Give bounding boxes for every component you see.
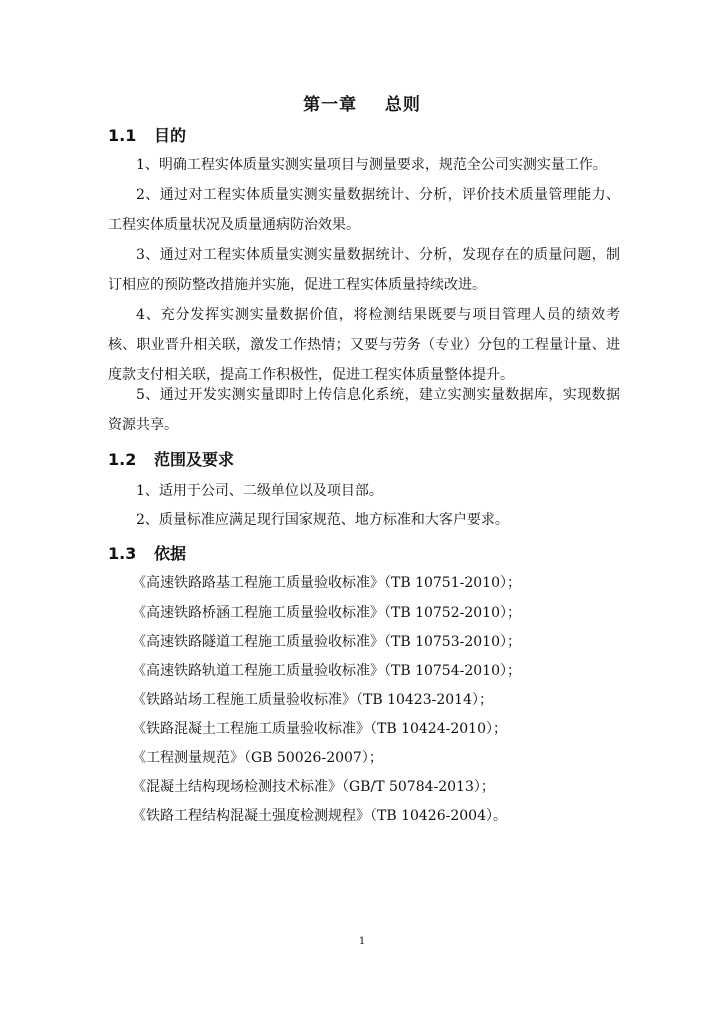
paragraph: 1、适用于公司、二级单位以及项目部。 [136,483,383,499]
page-number: 1 [358,936,366,947]
paragraph: 5、通过开发实测实量即时上传信息化系统，建立实测实量数据库，实现数据资源共享。 [108,387,620,433]
section-number: 1.3 [108,544,137,563]
reference-item: 《混凝土结构现场检测技术标准》（GB/T 50784-2013）； [132,779,495,795]
section-heading-1-1 [108,123,186,146]
reference-item: 《铁路站场工程施工质量验收标准》（TB 10423-2014）； [132,692,493,708]
section-number: 1.2 [108,450,137,469]
section-title: 目的 [154,126,187,145]
reference-item: 《铁路混凝土工程施工质量验收标准》（TB 10424-2010）； [132,721,507,737]
section-number: 1.1 [108,126,137,145]
reference-item: 《高速铁路隧道工程施工质量验收标准》（TB 10753-2010）； [132,634,521,650]
paragraph: 1、明确工程实体质量实测实量项目与测量要求，规范全公司实测实量工作。 [136,157,607,173]
reference-item: 《高速铁路轨道工程施工质量验收标准》（TB 10754-2010）； [132,663,521,679]
paragraph: 3、通过对工程实体质量实测实量数据统计、分析，发现存在的质量问题，制订相应的预防整改措施并实施，促进工程实体质量持续改进。 [108,247,620,293]
paragraph: 2、通过对工程实体质量实测实量数据统计、分析，评价技术质量管理能力、工程实体质量状况及质量通病防治效果。 [108,187,620,233]
reference-item: 《铁路工程结构混凝土强度检测规程》（TB 10426-2004）。 [132,808,507,824]
section-heading-1-2 [108,447,234,470]
chapter-title: 第一章 总则 [303,95,421,115]
paragraph: 2、质量标准应满足现行国家规范、地方标准和大客户要求。 [136,512,509,528]
reference-item: 《高速铁路桥涵工程施工质量验收标准》（TB 10752-2010）； [132,605,521,621]
section-heading-1-3 [108,541,186,564]
reference-item: 《工程测量规范》（GB 50026-2007）； [132,750,383,766]
reference-item: 《高速铁路路基工程施工质量验收标准》（TB 10751-2010）； [132,575,521,591]
section-title: 范围及要求 [154,450,235,469]
paragraph: 4、充分发挥实测实量数据价值，将检测结果既要与项目管理人员的绩效考核、职业晋升相关联，激发工作热情；又要与劳务（专业）分包的工程量计量、进度款支付相关联，提高工作积极性，促进工程实体质量整体提升。 [108,307,620,383]
section-title: 依据 [154,544,187,563]
